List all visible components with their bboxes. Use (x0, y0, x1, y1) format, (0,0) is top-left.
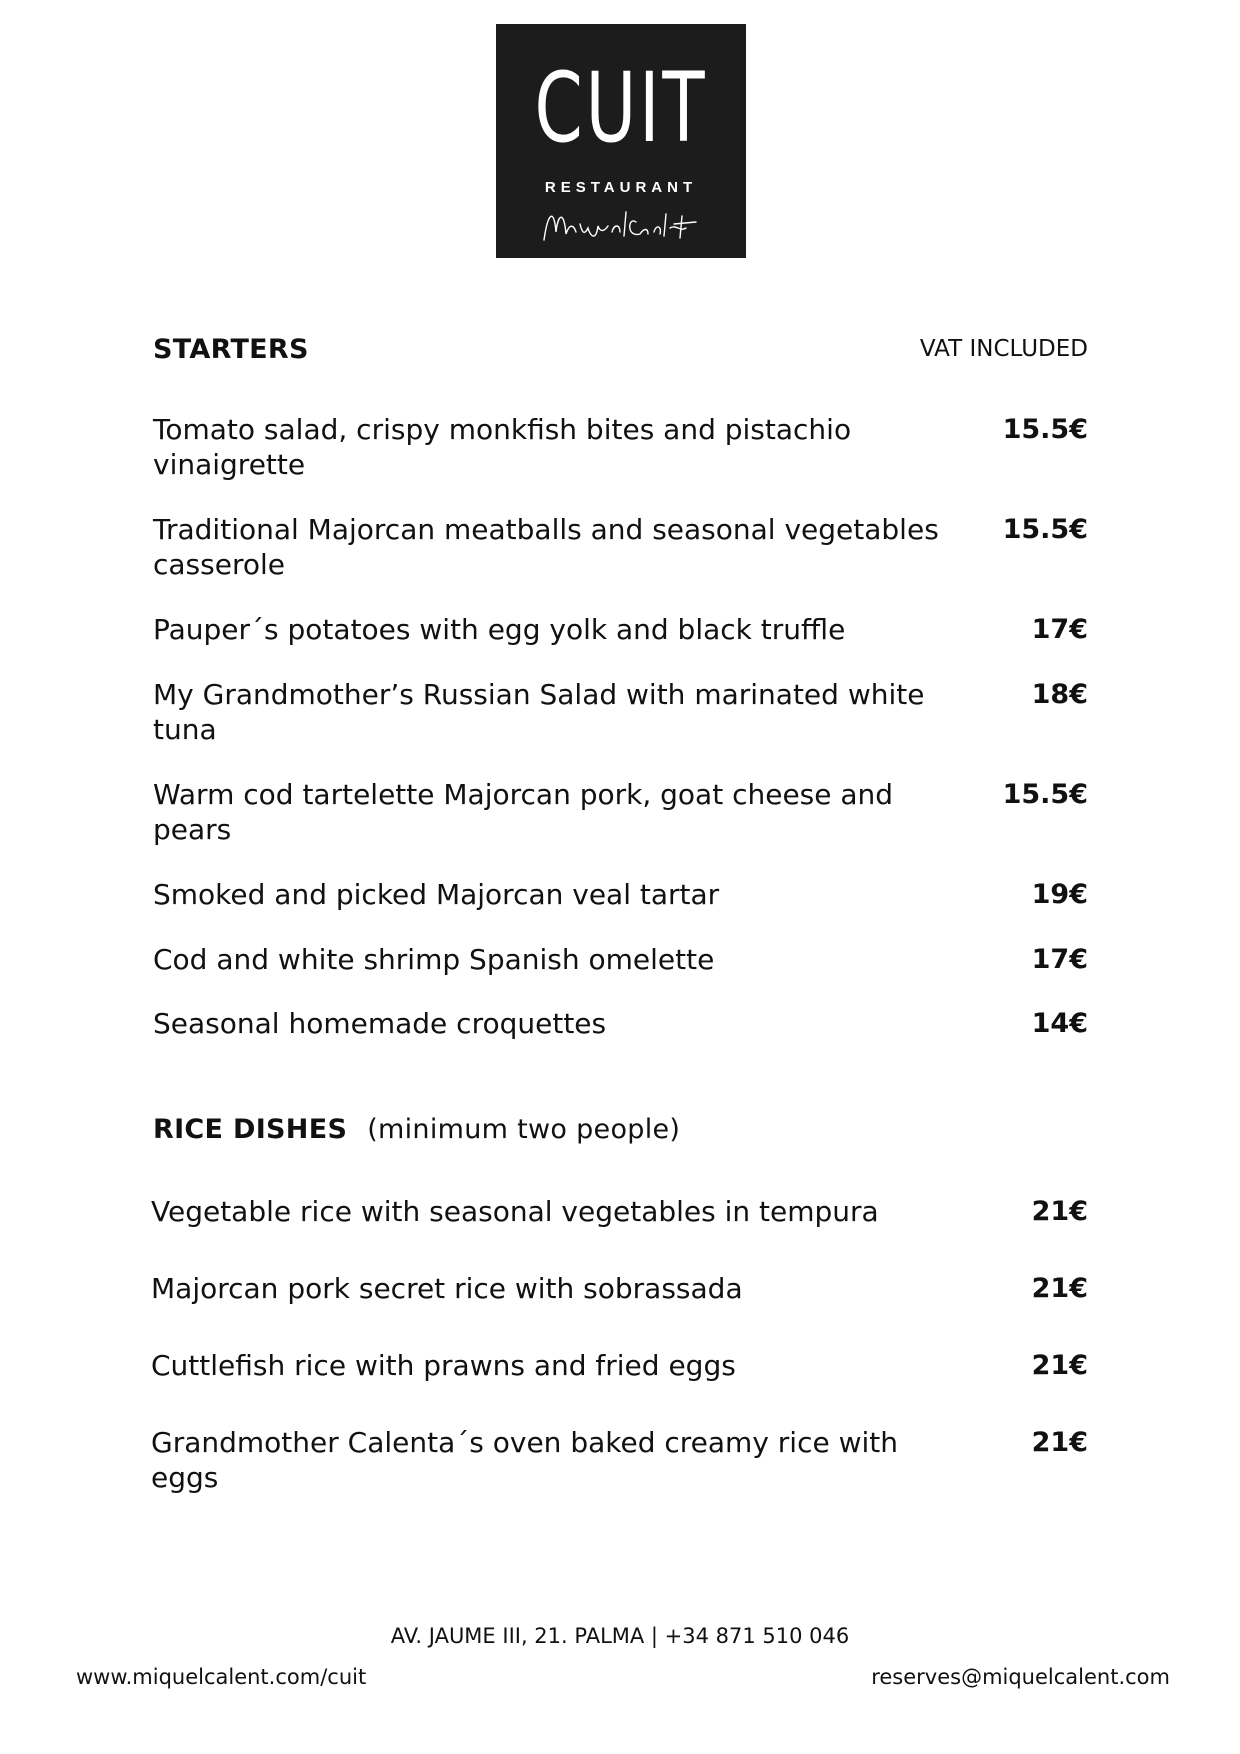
restaurant-logo (496, 24, 746, 258)
menu-item-price: 21€ (1031, 1273, 1088, 1304)
menu-item-price: 17€ (1031, 614, 1088, 645)
menu-item-price: 21€ (1031, 1196, 1088, 1227)
menu-item: Warm cod tartelette Majorcan pork, goat cheese and pears (153, 778, 894, 846)
menu-item-price: 14€ (1031, 1008, 1088, 1039)
signature-icon (536, 202, 706, 248)
menu-item-price: 18€ (1031, 679, 1088, 710)
menu-item-price: 17€ (1031, 944, 1088, 975)
logo-subtitle: RESTAURANT (544, 179, 698, 196)
menu-item-price: 15.5€ (1002, 779, 1088, 810)
rice-heading-title: RICE DISHES (153, 1114, 348, 1145)
menu-item: Tomato salad, crispy monkfish bites and pistachio vinaigrette (153, 413, 852, 481)
menu-item: Grandmother Calenta´s oven baked creamy rice with eggs (151, 1426, 899, 1494)
menu-item: Traditional Majorcan meatballs and seasonal vegetables casserole (153, 513, 939, 581)
footer-address: AV. JAUME III, 21. PALMA | +34 871 510 046 (390, 1624, 850, 1648)
footer-website-link[interactable]: www.miquelcalent.com/cuit (76, 1665, 367, 1689)
menu-item-price: 15.5€ (1002, 414, 1088, 445)
menu-item-price: 21€ (1031, 1350, 1088, 1381)
menu-item: Cuttlefish rice with prawns and fried eggs (151, 1349, 736, 1382)
menu-item: Vegetable rice with seasonal vegetables in tempura (151, 1195, 879, 1228)
menu-item: Pauper´s potatoes with egg yolk and black truffle (153, 613, 846, 646)
menu-item-price: 19€ (1031, 879, 1088, 910)
menu-item: Cod and white shrimp Spanish omelette (153, 943, 715, 976)
footer-email-link[interactable]: reserves@miquelcalent.com (871, 1665, 1170, 1689)
menu-item-price: 21€ (1031, 1427, 1088, 1458)
rice-heading (153, 1114, 680, 1145)
vat-note: VAT INCLUDED (919, 336, 1088, 362)
menu-item-price: 15.5€ (1002, 514, 1088, 545)
starters-heading: STARTERS (153, 334, 309, 365)
rice-heading-note: (minimum two people) (367, 1114, 681, 1145)
menu-item: Majorcan pork secret rice with sobrassada (151, 1272, 743, 1305)
menu-item: Seasonal homemade croquettes (153, 1007, 607, 1040)
logo-title: CUIT (534, 52, 708, 164)
menu-item: Smoked and picked Majorcan veal tartar (153, 878, 720, 911)
menu-item: My Grandmother’s Russian Salad with marinated white tuna (153, 678, 925, 746)
